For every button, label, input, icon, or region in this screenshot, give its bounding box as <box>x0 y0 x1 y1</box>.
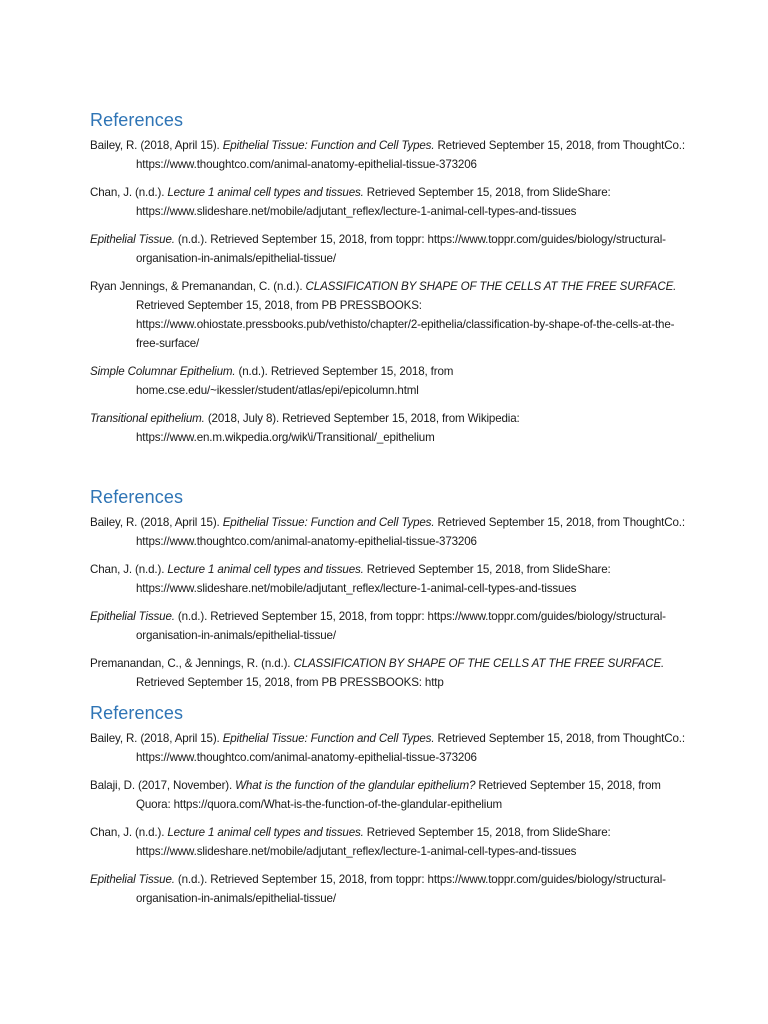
reference-title: Epithelial Tissue: Function and Cell Types. <box>222 732 435 745</box>
reference-entry <box>90 729 690 767</box>
reference-title: Epithelial Tissue. <box>90 233 175 246</box>
references-section-3 <box>90 701 690 908</box>
reference-title: Simple Columnar Epithelium. <box>90 365 236 378</box>
reference-text: Retrieved September 15, 2018, from SlideShare: https://www.slideshare.net/mobile/adjutant_reflex/lecture-1-animal-cell-types-and-tissues <box>136 186 611 218</box>
references-section-1 <box>90 108 690 447</box>
reference-entry <box>90 823 690 861</box>
reference-text: Chan, J. (n.d.). <box>90 186 168 199</box>
reference-text: Chan, J. (n.d.). <box>90 826 168 839</box>
reference-text: Bailey, R. (2018, April 15). <box>90 139 223 152</box>
reference-text: Retrieved September 15, 2018, from Quora: https://quora.com/What-is-the-function-of-the-glandular-epithelium <box>136 779 661 811</box>
reference-text: Premanandan, C., & Jennings, R. (n.d.). <box>90 657 294 670</box>
reference-entry <box>90 136 690 174</box>
reference-text: Balaji, D. (2017, November). <box>90 779 236 792</box>
reference-title: Lecture 1 animal cell types and tissues. <box>167 826 364 839</box>
reference-title: Epithelial Tissue: Function and Cell Types. <box>222 516 435 529</box>
reference-text: Chan, J. (n.d.). <box>90 563 168 576</box>
reference-title: Transitional epithelium. <box>90 412 205 425</box>
reference-entry <box>90 513 690 551</box>
reference-text: Retrieved September 15, 2018, from ThoughtCo.: https://www.thoughtco.com/animal-anatomy-epithelial-tissue-373206 <box>136 732 685 764</box>
reference-text: Retrieved September 15, 2018, from PB PRESSBOOKS: https://www.ohiostate.pressbooks.pub/vethisto/chapter/2-epithelia/classification-by-shape-of-the-cells-at-the-free-surface/ <box>136 299 675 350</box>
reference-entry <box>90 409 690 447</box>
reference-title: Epithelial Tissue. <box>90 873 175 886</box>
reference-text: Retrieved September 15, 2018, from ThoughtCo.: https://www.thoughtco.com/animal-anatomy-epithelial-tissue-373206 <box>136 516 685 548</box>
reference-entry <box>90 654 690 692</box>
reference-text: (n.d.). Retrieved September 15, 2018, from toppr: https://www.toppr.com/guides/biology/structural-organisation-in-animals/epithelial-tissue/ <box>136 873 666 905</box>
reference-text: Retrieved September 15, 2018, from ThoughtCo.: https://www.thoughtco.com/animal-anatomy-epithelial-tissue-373206 <box>136 139 685 171</box>
reference-text: (n.d.). Retrieved September 15, 2018, from toppr: https://www.toppr.com/guides/biology/structural-organisation-in-animals/epithelial-tissue/ <box>136 610 666 642</box>
reference-entry <box>90 362 690 400</box>
reference-title: CLASSIFICATION BY SHAPE OF THE CELLS AT THE FREE SURFACE. <box>305 280 677 293</box>
section-heading: References <box>90 487 184 507</box>
reference-text: Bailey, R. (2018, April 15). <box>90 732 223 745</box>
section-heading: References <box>90 703 184 723</box>
reference-text: (n.d.). Retrieved September 15, 2018, from home.cse.edu/~ikessler/student/atlas/epi/epicolumn.html <box>136 365 454 397</box>
reference-text: Bailey, R. (2018, April 15). <box>90 516 223 529</box>
reference-entry <box>90 870 690 908</box>
reference-entry <box>90 607 690 645</box>
reference-text: (n.d.). Retrieved September 15, 2018, from toppr: https://www.toppr.com/guides/biology/structural-organisation-in-animals/epithelial-tissue/ <box>136 233 666 265</box>
reference-text: (2018, July 8). Retrieved September 15, 2018, from Wikipedia: https://www.en.m.wikpedia.org/wik\i/Transitional/_epithelium <box>136 412 520 444</box>
reference-entry <box>90 183 690 221</box>
reference-text: Retrieved September 15, 2018, from SlideShare: https://www.slideshare.net/mobile/adjutant_reflex/lecture-1-animal-cell-types-and-tissues <box>136 826 611 858</box>
reference-title: Epithelial Tissue: Function and Cell Types. <box>222 139 435 152</box>
reference-entry <box>90 277 690 353</box>
reference-text: Ryan Jennings, & Premanandan, C. (n.d.). <box>90 280 306 293</box>
reference-entry <box>90 230 690 268</box>
reference-title: CLASSIFICATION BY SHAPE OF THE CELLS AT THE FREE SURFACE. <box>293 657 665 670</box>
section-heading: References <box>90 110 184 130</box>
document-page <box>90 108 690 917</box>
reference-text: Retrieved September 15, 2018, from PB PRESSBOOKS: http <box>136 676 444 689</box>
references-section-2 <box>90 485 690 692</box>
reference-title: What is the function of the glandular epithelium? <box>235 779 476 792</box>
reference-title: Lecture 1 animal cell types and tissues. <box>167 186 364 199</box>
reference-entry <box>90 560 690 598</box>
reference-text: Retrieved September 15, 2018, from SlideShare: https://www.slideshare.net/mobile/adjutant_reflex/lecture-1-animal-cell-types-and-tissues <box>136 563 611 595</box>
reference-title: Lecture 1 animal cell types and tissues. <box>167 563 364 576</box>
reference-title: Epithelial Tissue. <box>90 610 175 623</box>
reference-entry <box>90 776 690 814</box>
